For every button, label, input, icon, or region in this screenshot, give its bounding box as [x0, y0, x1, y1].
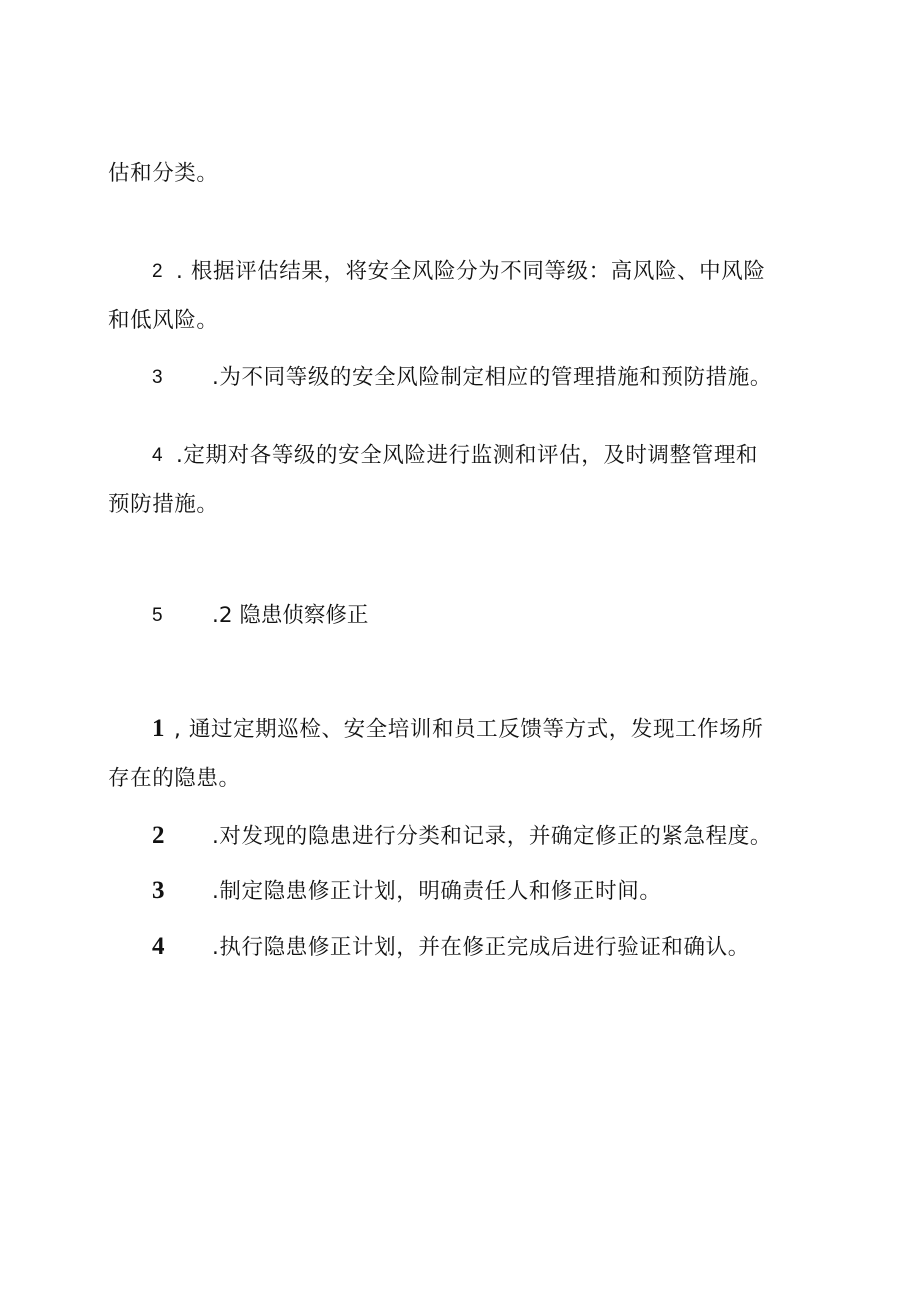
risk-item-text-cont: 和低风险。 [108, 308, 219, 333]
continuation-text: 估和分类。 [108, 161, 219, 186]
risk-item-text: . 根据评估结果，将安全风险分为不同等级：高风险、中风险 [176, 259, 766, 284]
hazard-item-number: 4 [152, 933, 165, 960]
hazard-item-text: .制定隐患修正计划，明确责任人和修正时间。 [212, 879, 662, 904]
section-heading-number: 5 [152, 605, 163, 626]
hazard-item-text: .执行隐患修正计划，并在修正完成后进行验证和确认。 [212, 935, 750, 960]
risk-item-text-cont: 预防措施。 [108, 492, 219, 517]
hazard-item-number: 2 [152, 822, 165, 849]
risk-item-text: .为不同等级的安全风险制定相应的管理措施和预防措施。 [212, 365, 772, 390]
hazard-item-number: 1 [152, 715, 165, 742]
risk-item-number: 2 [152, 261, 163, 282]
hazard-item-number: 3 [152, 877, 165, 904]
hazard-item-text: , 通过定期巡检、安全培训和员工反馈等方式，发现工作场所 [174, 717, 764, 742]
risk-item-number: 3 [152, 367, 163, 388]
risk-item-number: 4 [152, 445, 163, 466]
risk-item-text: .定期对各等级的安全风险进行监测和评估，及时调整管理和 [176, 443, 759, 468]
section-heading: .2 隐患侦察修正 [212, 603, 369, 628]
hazard-item-text-cont: 存在的隐患。 [108, 766, 241, 791]
hazard-item-text: .对发现的隐患进行分类和记录，并确定修正的紧急程度。 [212, 824, 772, 849]
